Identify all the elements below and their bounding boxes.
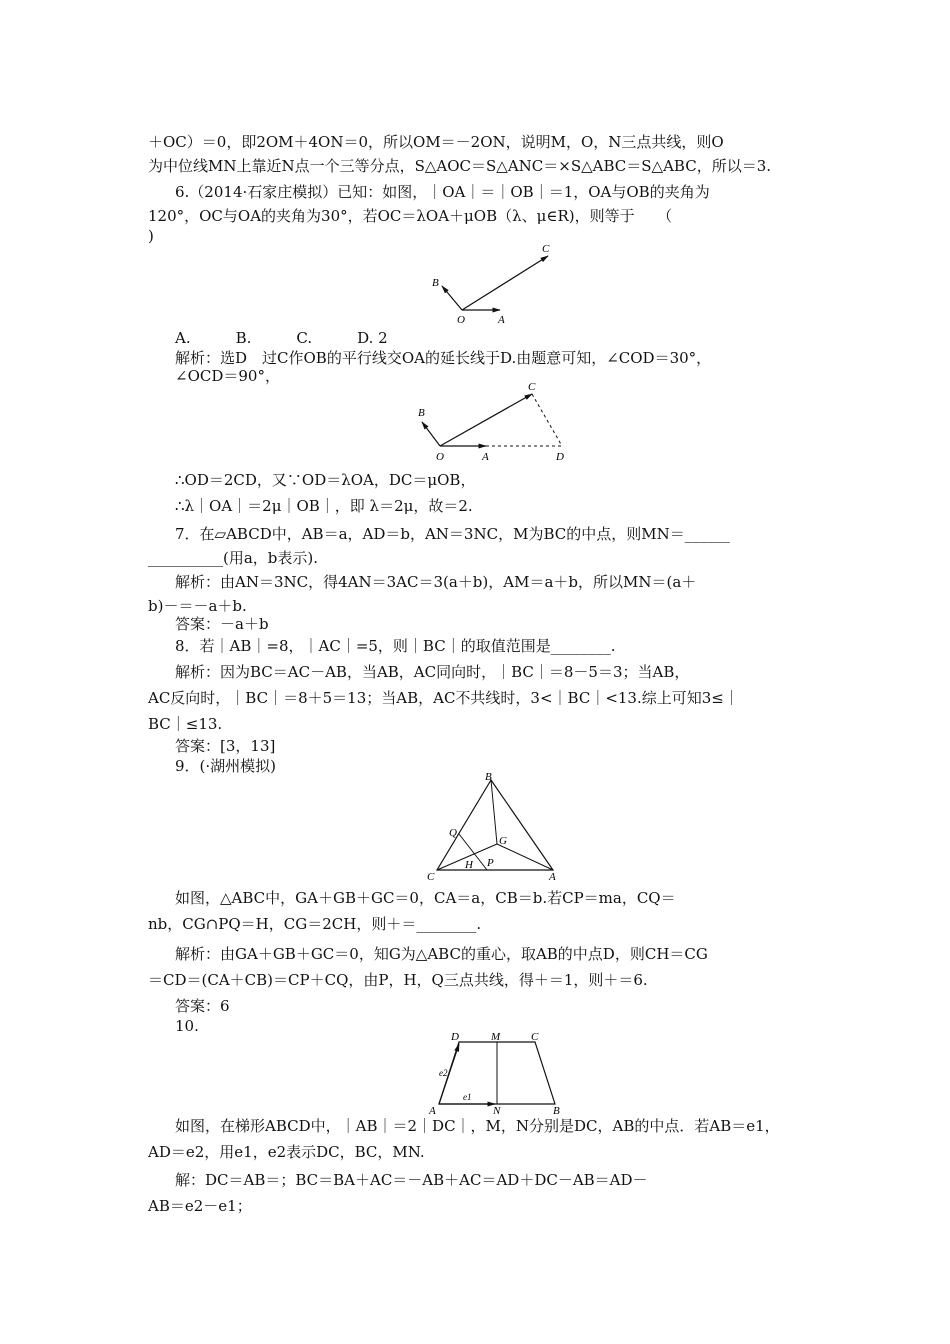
label-g: G [499, 835, 507, 847]
text-line: 解析：选D 过C作OB的平行线交OA的延长线于D.由题意可知，∠COD＝30°， [175, 349, 712, 367]
text-line: ) [148, 227, 154, 245]
text-line: b)－＝－a＋b. [148, 597, 247, 615]
label-h: H [465, 859, 473, 871]
text-line: 解：DC＝AB＝；BC＝BA＋AC＝－AB＋AC＝AD＋DC－AB＝AD－ [175, 1171, 648, 1189]
question-6-text: 6.（2014·石家庄模拟）已知：如图，｜OA｜＝｜OB｜＝1，OA与OB的夹角为 [175, 183, 710, 201]
question-7-text: 7．在▱ABCD中，AB＝a，AD＝b，AN＝3NC，M为BC的中点，则MN＝______ [175, 525, 730, 543]
figure-vectors-oabc [420, 238, 560, 326]
label-c: C [542, 243, 550, 255]
text-line: AB＝e2－e1； [148, 1197, 252, 1215]
text-line: ∴λ｜OA｜＝2μ｜OB｜，即 λ＝2μ，故＝2. [175, 497, 473, 515]
text-line: AD＝e2，用e1，e2表示DC，BC，MN. [148, 1143, 425, 1161]
text-line: ＝CD＝(CA＋CB)＝CP＋CQ，由P，H，Q三点共线，得＋＝1，则＋＝6. [148, 971, 648, 989]
answer-options: A. B. C. D. 2 [175, 329, 388, 347]
question-10-number: 10. [175, 1017, 199, 1035]
label-c: C [427, 871, 435, 883]
text-line: 解析：由AN＝3NC，得4AN＝3AC＝3(a＋b)，AM＝a＋b，所以MN＝(a＋ [175, 573, 697, 591]
label-e1: e1 [463, 1092, 472, 1102]
text-line: ∠OCD＝90°， [175, 367, 280, 385]
text-line: BC｜≤13. [148, 715, 223, 733]
label-a: A [482, 451, 489, 463]
label-a: A [498, 314, 505, 326]
label-o: O [457, 314, 465, 326]
answer-9: 答案：6 [175, 997, 230, 1015]
text-line: 解析：由GA＋GB＋GC＝0，知G为△ABC的重心，取AB的中点D，则CH＝CG [175, 945, 708, 963]
label-o: O [436, 451, 444, 463]
label-d: D [451, 1031, 459, 1043]
figure-vectors-ocd [410, 380, 580, 470]
text-line: ∴OD＝2CD，又∵OD＝λOA，DC＝μOB， [175, 471, 476, 489]
answer-8: 答案：[3，13] [175, 737, 276, 755]
label-b: B [485, 771, 492, 783]
label-q: Q [449, 827, 457, 839]
label-b: B [432, 277, 439, 289]
label-c: C [531, 1031, 539, 1043]
figure-triangle-abc [425, 772, 565, 882]
answer-7: 答案：－a＋b [175, 615, 269, 633]
label-a: A [549, 871, 556, 883]
label-a: A [429, 1105, 436, 1117]
text-line: 解析：因为BC＝AC－AB，当AB，AC同向时，｜BC｜＝8－5＝3；当AB， [175, 663, 690, 681]
question-8-text: 8．若｜AB｜=8，｜AC｜=5，则｜BC｜的取值范围是________. [175, 637, 616, 655]
label-d: D [556, 451, 564, 463]
text-line: nb，CG∩PQ＝H，CG＝2CH，则＋＝________. [148, 915, 482, 933]
text-line: 如图，在梯形ABCD中，｜AB｜＝2｜DC｜，M，N分别是DC，AB的中点．若AB＝e1， [175, 1117, 780, 1135]
label-b: B [418, 407, 425, 419]
text-line: AC反向时，｜BC｜＝8＋5＝13；当AB，AC不共线时，3<｜BC｜<13.综上可知3≤｜ [148, 689, 739, 707]
label-p: P [487, 857, 494, 869]
label-c: C [528, 381, 536, 393]
figure-trapezoid-abcd [425, 1030, 565, 1117]
text-line: 如图，△ABC中，GA＋GB＋GC＝0，CA＝a，CB＝b.若CP＝ma，CQ＝ [175, 889, 676, 907]
text-line: 为中位线MN上靠近N点一个三等分点，S△AOC＝S△ANC＝×S△ABC＝S△ABC，所以＝3. [148, 157, 772, 175]
label-n: N [493, 1105, 501, 1117]
question-9-text: 9．(·湖州模拟) [175, 757, 277, 775]
text-line: __________(用a，b表示). [148, 549, 319, 567]
text-line: 120°，OC与OA的夹角为30°，若OC＝λOA＋μOB（λ、μ∈R)，则等于 （ [148, 207, 673, 225]
text-line: ＋OC）＝0，即2OM＋4ON＝0，所以OM＝－2ON，说明M，O，N三点共线，则O [148, 133, 724, 151]
label-b: B [553, 1105, 560, 1117]
label-m: M [491, 1031, 501, 1043]
label-e2: e2 [439, 1068, 448, 1078]
